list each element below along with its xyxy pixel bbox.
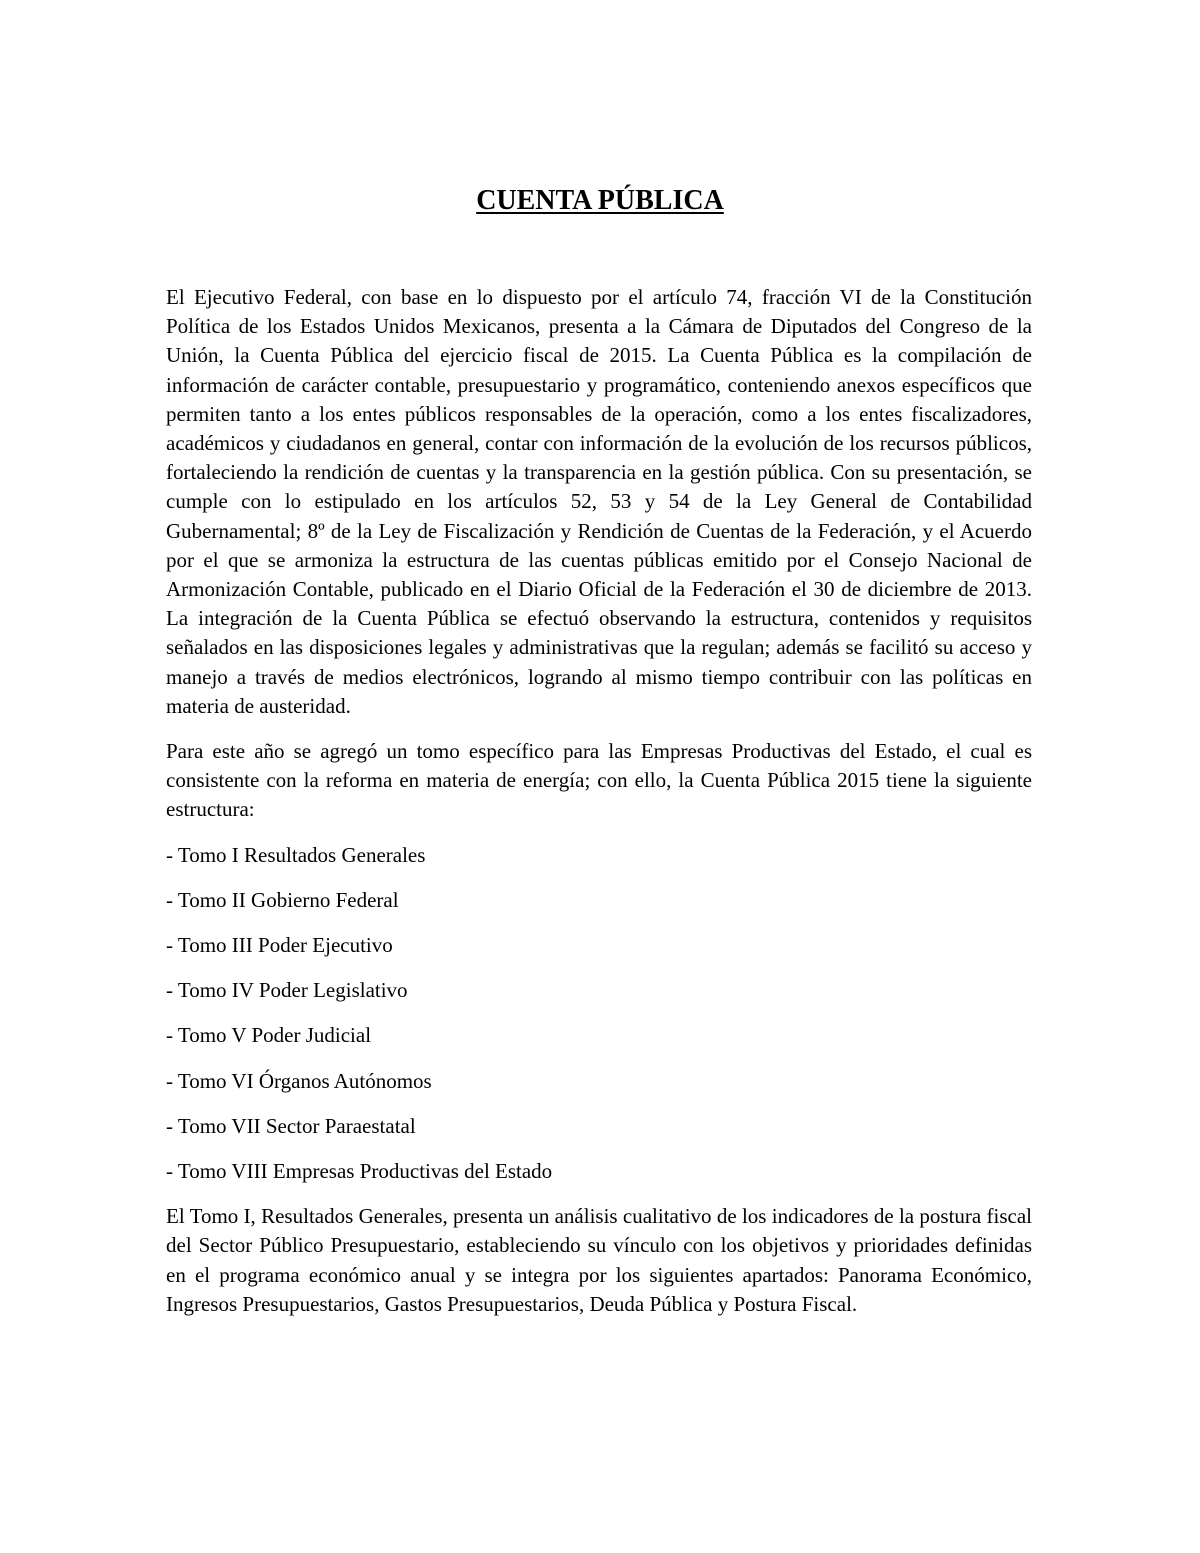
- page-title: [0, 183, 1200, 219]
- list-item-tomo-1: - Tomo I Resultados Generales: [166, 842, 426, 867]
- list-item-tomo-4: - Tomo IV Poder Legislativo: [166, 978, 408, 1003]
- list-item-tomo-3: - Tomo III Poder Ejecutivo: [166, 933, 393, 958]
- paragraph-intro: El Ejecutivo Federal, con base en lo dispuesto por el artículo 74, fracción VI de la Constitución Política de los Estados Unidos Mexicanos, presenta a la Cámara de Diputados del Congreso de la Unión, la Cuenta Pública del ejercicio fiscal de 2015. La Cuenta Pública es la compilación de información de carácter contable, presupuestario y programático, conteniendo anexos específicos que permiten tanto a los entes públicos responsables de la operación, como a los entes fiscalizadores, académicos y ciudadanos en general, contar con información de la evolución de los recursos públicos, fortaleciendo la rendición de cuentas y la transparencia en la gestión pública. Con su presentación, se cumple con lo estipulado en los artículos 52, 53 y 54 de la Ley General de Contabilidad Gubernamental; 8º de la Ley de Fiscalización y Rendición de Cuentas de la Federación, y el Acuerdo por el que se armoniza la estructura de las cuentas públicas emitido por el Consejo Nacional de Armonización Contable, publicado en el Diario Oficial de la Federación el 30 de diciembre de 2013. La integración de la Cuenta Pública se efectuó observando la estructura, contenidos y requisitos señalados en las disposiciones legales y administrativas que la regulan; además se facilitó su acceso y manejo a través de medios electrónicos, logrando al mismo tiempo contribuir con las políticas en materia de austeridad.: [166, 285, 1032, 718]
- paragraph-tomo-i: El Tomo I, Resultados Generales, presenta un análisis cualitativo de los indicadores de la postura fiscal del Sector Público Presupuestario, estableciendo su vínculo con los objetivos y prioridades definidas en el programa económico anual y se integra por los siguientes apartados: Panorama Económico, Ingresos Presupuestarios, Gastos Presupuestarios, Deuda Pública y Postura Fiscal.: [166, 1204, 1032, 1316]
- paragraph-structure: Para este año se agregó un tomo específico para las Empresas Productivas del Estado, el cual es consistente con la reforma en materia de energía; con ello, la Cuenta Pública 2015 tiene la siguiente estructura:: [166, 739, 1032, 822]
- list-item-tomo-6: - Tomo VI Órganos Autónomos: [166, 1068, 432, 1093]
- list-item-tomo-7: - Tomo VII Sector Paraestatal: [166, 1113, 416, 1138]
- list-item-tomo-2: - Tomo II Gobierno Federal: [166, 887, 399, 912]
- list-item-tomo-5: - Tomo V Poder Judicial: [166, 1023, 372, 1048]
- document-body: [166, 283, 1032, 1335]
- list-item-tomo-8: - Tomo VIII Empresas Productivas del Estado: [166, 1159, 553, 1184]
- page-title-text: CUENTA PÚBLICA: [476, 185, 724, 216]
